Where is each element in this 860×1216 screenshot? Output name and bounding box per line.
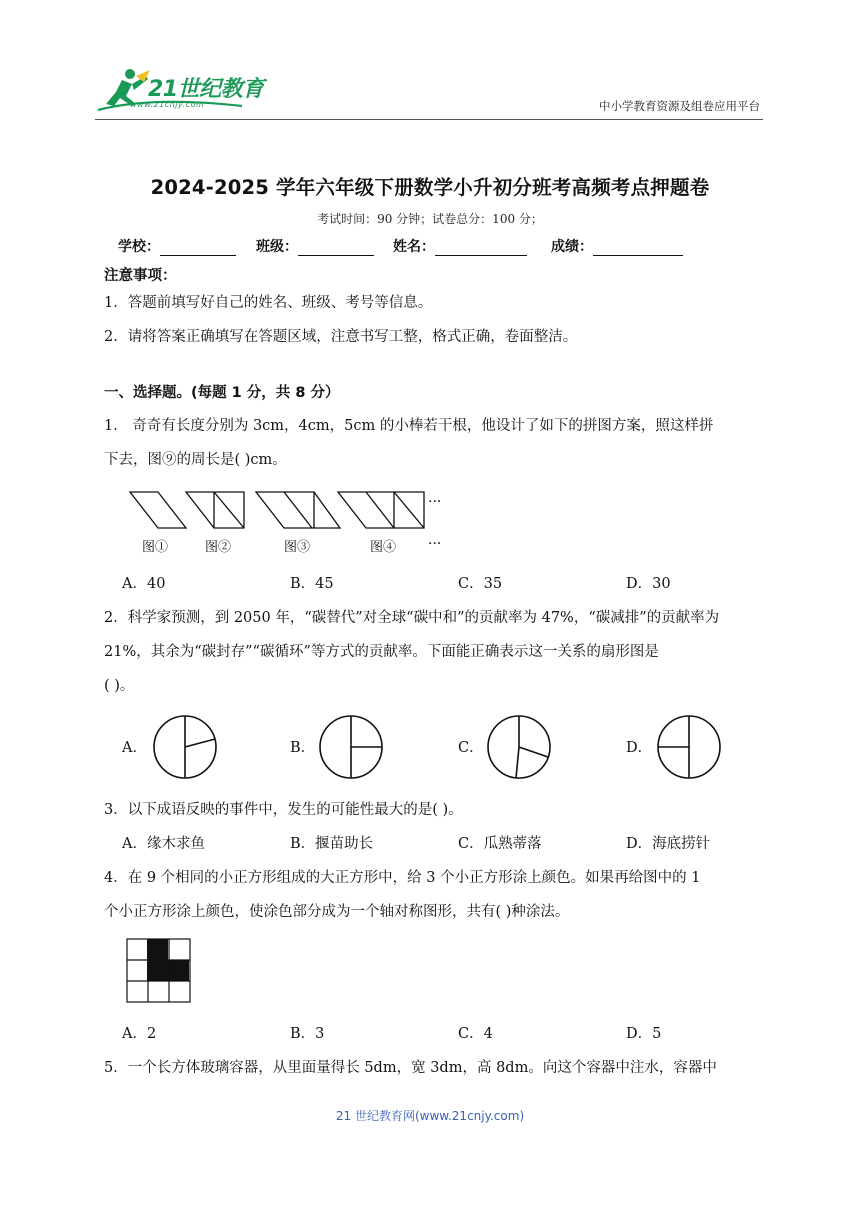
continuation-dots: ··· xyxy=(428,494,442,510)
option-c[interactable]: C．瓜熟蒂落 xyxy=(458,836,542,852)
question-3-text: 3．以下成语反映的事件中，发生的可能性最大的是( )。 xyxy=(104,802,463,818)
question-1-text: 下去，图⑨的周长是( )cm。 xyxy=(104,452,287,468)
option-a[interactable]: A．缘木求鱼 xyxy=(122,836,205,852)
option-b[interactable]: B．揠苗助长 xyxy=(290,836,374,852)
pie-chart-option-d xyxy=(656,714,722,780)
question-2-text: 21%，其余为“碳封存”“碳循环”等方式的贡献率。下面能正确表示这一关系的扇形图是 xyxy=(104,644,659,660)
question-4-text: 个小正方形涂上颜色，使涂色部分成为一个轴对称图形，共有( )种涂法。 xyxy=(104,904,570,920)
notes-heading: 注意事项： xyxy=(104,268,177,284)
option-d[interactable]: D．30 xyxy=(626,576,671,592)
option-b[interactable]: B．45 xyxy=(290,576,334,592)
option-b[interactable]: B．3 xyxy=(290,1026,325,1042)
school-field: 学校： xyxy=(118,236,236,256)
header-divider xyxy=(95,119,763,120)
figure-label: 图④ xyxy=(370,540,397,555)
option-d[interactable]: D． xyxy=(626,740,653,756)
note-item: 2．请将答案正确填写在答题区域，注意书写工整，格式正确，卷面整洁。 xyxy=(104,329,578,345)
section-heading: 一、选择题。(每题 1 分，共 8 分） xyxy=(104,385,340,401)
logo-url: www.21cnjy.com xyxy=(130,100,205,109)
option-a[interactable]: A．2 xyxy=(122,1026,157,1042)
name-field: 姓名： xyxy=(393,236,527,256)
option-a[interactable]: A． xyxy=(122,740,147,756)
score-field: 成绩： xyxy=(551,236,683,256)
pie-chart-option-b xyxy=(318,714,384,780)
figure-label: 图① xyxy=(142,540,169,555)
question-2-text: ( )。 xyxy=(104,678,135,694)
option-b[interactable]: B． xyxy=(290,740,316,756)
continuation-dots: ··· xyxy=(428,536,442,552)
option-a[interactable]: A．40 xyxy=(122,576,166,592)
page-footer: 21 世纪教育网(www.21cnjy.com) xyxy=(335,1109,525,1123)
pie-chart-option-c xyxy=(486,714,552,780)
class-field: 班级： xyxy=(256,236,374,256)
option-d[interactable]: D．5 xyxy=(626,1026,662,1042)
option-d[interactable]: D．海底捞针 xyxy=(626,836,711,852)
note-item: 1．答题前填写好自己的姓名、班级、考号等信息。 xyxy=(104,295,433,311)
question-4-text: 4．在 9 个相同的小正方形组成的大正方形中，给 3 个小正方形涂上颜色。如果再给图中的 1 xyxy=(104,870,701,886)
logo-text: 21世纪教育 xyxy=(148,77,264,102)
question-5-text: 5．一个长方体玻璃容器，从里面量得长 5dm，宽 3dm，高 8dm。向这个容器中注水，容器中 xyxy=(104,1060,717,1076)
pie-chart-option-a xyxy=(152,714,218,780)
platform-name: 中小学教育资源及组卷应用平台 xyxy=(599,99,760,113)
figure-label: 图③ xyxy=(284,540,311,555)
option-c[interactable]: C． xyxy=(458,740,484,756)
question-1-text: 1． 奇奇有长度分别为 3cm，4cm，5cm 的小棒若干根，他设计了如下的拼图方案，照这样拼 xyxy=(104,418,714,434)
option-c[interactable]: C．35 xyxy=(458,576,503,592)
page-title: 2024-2025 学年六年级下册数学小升初分班考高频考点押题卷 xyxy=(150,176,710,199)
question-2-text: 2．科学家预测，到 2050 年，“碳替代”对全球“碳中和”的贡献率为 47%，“碳减排”的贡献率为 xyxy=(104,610,720,626)
figure-label: 图② xyxy=(205,540,232,555)
grid-figure xyxy=(126,938,192,1004)
exam-subtitle: 考试时间：90 分钟；试卷总分：100 分； xyxy=(317,212,543,226)
option-c[interactable]: C．4 xyxy=(458,1026,493,1042)
